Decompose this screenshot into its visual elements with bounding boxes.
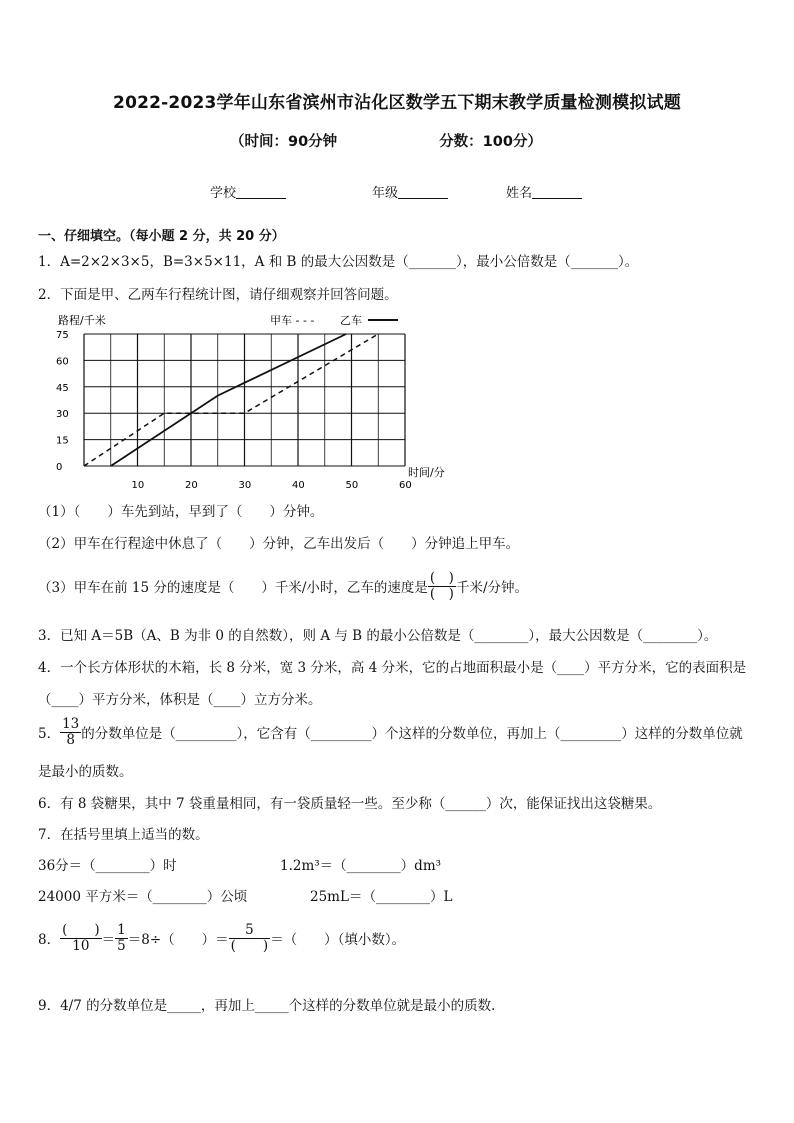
speed-fraction[interactable]: $\frac{( )}{( )}$ <box>429 569 454 602</box>
y-tick-label: 60 <box>56 356 69 368</box>
series-car-b-line <box>111 334 346 466</box>
question-8 <box>38 916 405 960</box>
section-heading: 一、仔细填空。（每小题 2 分，共 20 分） <box>38 229 285 244</box>
question-4-line1: 4．一个长方体形状的木箱，长 8 分米，宽 3 分米，高 4 分米，它的占地面积最小是（____）平方分米，它的表面积是 <box>38 660 747 676</box>
x-tick-label: 40 <box>292 480 305 491</box>
y-tick-label: 0 <box>56 462 63 473</box>
question-2: 2．下面是甲、乙两车行程统计图，请仔细观察并回答问题。 <box>38 287 398 303</box>
legend-b-label: 乙车 <box>340 314 362 327</box>
legend-a-label: 甲车 - - - <box>270 314 315 327</box>
question-5-line2: 是最小的质数。 <box>38 764 133 780</box>
question-5-text: 的分数单位是（_________），它含有（_________）个这样的分数单位，再加上（_________）这样的分数单位就 <box>81 726 743 742</box>
question-7-item-1: 36分＝（________）时 <box>38 858 177 874</box>
fraction-1-5: $\frac{1}{5}$ <box>117 921 126 954</box>
y-tick-label: 15 <box>56 435 69 447</box>
x-tick-label: 30 <box>238 480 252 491</box>
name-label: 姓名 <box>506 186 533 201</box>
question-2-3-unit: 千米/分钟。 <box>455 580 529 596</box>
question-7: 7．在括号里填上适当的数。 <box>38 827 209 843</box>
question-1: 1．A=2×2×3×5，B=3×5×11，A 和 B 的最大公因数是（_______），最小公倍数是（_______）。 <box>38 254 639 270</box>
question-4-line2: （____）平方分米，体积是（____）立方分米。 <box>38 692 322 708</box>
fraction-13-8: $\frac{13}{8}$ <box>62 715 80 748</box>
name-blank[interactable] <box>532 185 582 199</box>
school-field <box>210 182 286 201</box>
x-axis-label: 时间/分 <box>408 466 445 479</box>
question-9: 9．4/7 的分数单位是_____，再加上_____个这样的分数单位就是最小的质数. <box>38 998 496 1014</box>
x-tick-label: 60 <box>399 480 412 491</box>
grade-field <box>372 182 448 201</box>
question-8-end: ＝（ ）（填小数）。 <box>270 932 406 948</box>
question-8-middle: ＝8÷（ ）＝ <box>127 932 229 948</box>
series-car-a-line <box>84 334 378 466</box>
chart-grid <box>84 334 405 466</box>
fraction-blank-10[interactable]: $\frac{( )}{10}$ <box>62 921 100 954</box>
chart-series <box>84 334 378 466</box>
question-2-3-text: （3）甲车在前 15 分的速度是（ ）千米/小时，乙车的速度是 <box>38 580 428 596</box>
question-7-item-4: 25mL＝（________）L <box>310 889 453 905</box>
y-axis-label: 路程/千米 <box>58 314 106 327</box>
travel-chart <box>38 306 478 494</box>
page-title: 2022-2023学年山东省滨州市沾化区数学五下期末教学质量检测模拟试题 <box>113 93 681 113</box>
x-tick-labels <box>132 480 412 491</box>
exam-subtitle <box>230 130 542 151</box>
fraction-5-blank[interactable]: $\frac{5}{( )}$ <box>230 921 269 954</box>
question-5-number: 5． <box>38 726 61 742</box>
grade-label: 年级 <box>372 186 399 201</box>
question-6: 6．有 8 袋糖果，其中 7 袋重量相同，有一袋质量轻一些。至少称（______）次，能保证找出这袋糖果。 <box>38 796 662 812</box>
school-blank[interactable] <box>236 185 286 199</box>
question-3: 3．已知 A＝5B（A、B 为非 0 的自然数），则 A 与 B 的最小公倍数是（________），最大公因数是（________）。 <box>38 628 718 644</box>
y-tick-label: 45 <box>56 382 69 394</box>
question-7-item-3: 24000 平方米＝（________）公顷 <box>38 889 248 905</box>
equals-sign: ＝ <box>101 932 116 948</box>
x-tick-label: 20 <box>185 480 198 491</box>
question-2-1: （1）（ ）车先到站，早到了（ ）分钟。 <box>38 504 324 520</box>
x-tick-label: 50 <box>345 480 359 491</box>
question-8-number: 8． <box>38 932 61 948</box>
exam-score: 分数：100分） <box>439 134 542 150</box>
exam-time: （时间：90分钟 <box>230 134 338 150</box>
question-5 <box>38 712 743 752</box>
name-field <box>506 182 582 201</box>
y-tick-label: 75 <box>56 330 69 341</box>
question-2-2: （2）甲车在行程途中休息了（ ）分钟，乙车出发后（ ）分钟追上甲车。 <box>38 536 520 552</box>
question-2-3 <box>38 566 528 606</box>
grade-blank[interactable] <box>398 185 448 199</box>
y-tick-labels <box>56 330 69 473</box>
school-label: 学校 <box>210 186 237 201</box>
question-7-item-2: 1.2m³＝（________）dm³ <box>280 858 442 874</box>
y-tick-label: 30 <box>56 409 69 421</box>
x-tick-label: 10 <box>131 480 145 491</box>
